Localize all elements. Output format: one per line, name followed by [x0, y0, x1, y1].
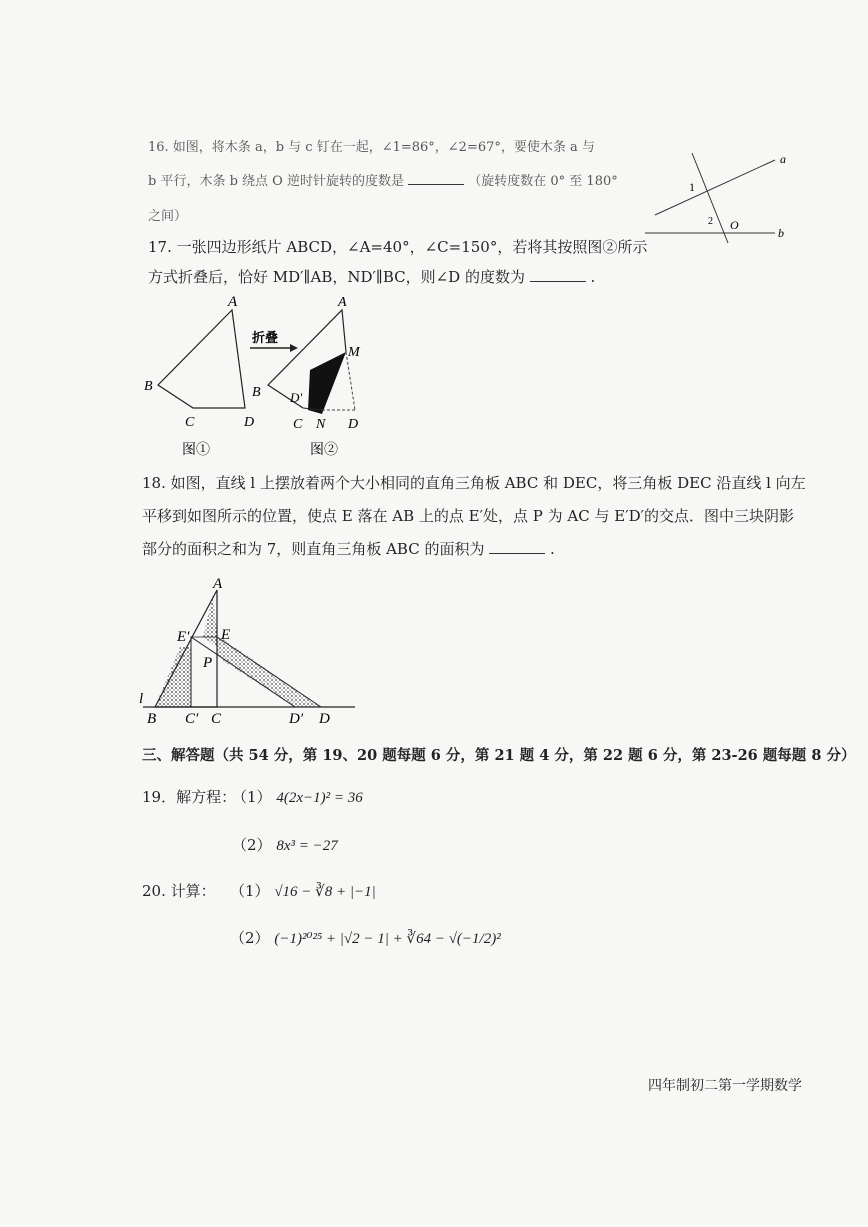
fold-arrowhead	[290, 344, 298, 352]
q17-line1: 17. 一张四边形纸片 ABCD，∠A=40°，∠C=150°，若将其按照图②所示	[148, 238, 648, 256]
q20-part2	[230, 927, 501, 948]
fold-label: 折叠	[252, 330, 279, 345]
fig2-A: A	[338, 295, 347, 310]
label-l: l	[139, 691, 144, 707]
label-O: O	[730, 218, 739, 232]
q20-part1-expression: √16 − ∛8 + |−1|	[274, 884, 376, 900]
fig2-dash-MD	[346, 352, 355, 410]
q19-part1-number: （1）	[232, 788, 272, 806]
label-D: D	[319, 711, 330, 725]
q20-part2-number: （2）	[230, 929, 270, 947]
label-B: B	[147, 711, 157, 725]
section3-heading: 三、解答题（共 54 分，第 19、20 题每题 6 分，第 21 题 4 分，第 22 题 6 分，第 23-26 题每题 8 分）	[142, 747, 856, 764]
fig1-D: D	[244, 415, 255, 430]
label-E: E	[221, 627, 231, 643]
q19-part1-equation: 4(2x−1)² = 36	[276, 790, 363, 806]
label-Cprime: C′	[185, 711, 199, 725]
q17-line2	[148, 266, 595, 287]
q16-figure	[640, 145, 790, 245]
fig2-Dprime: D′	[290, 390, 303, 405]
label-angle1: 1	[689, 180, 695, 194]
q20-part1-number: （1）	[230, 882, 270, 900]
q16-line2-text: b 平行，木条 b 绕点 O 逆时针旋转的度数是	[148, 174, 404, 189]
q18-line3-text: 部分的面积之和为 7，则直角三角板 ABC 的面积为	[142, 540, 485, 558]
footer-text: 四年制初二第一学期数学	[648, 1078, 802, 1094]
line-c	[692, 153, 728, 243]
q16-line3: 之间）	[148, 209, 188, 224]
label-b: b	[778, 226, 784, 240]
label-P: P	[203, 655, 213, 671]
fig2-N: N	[316, 417, 326, 432]
q17-line2-text: 方式折叠后，恰好 MD′∥AB，ND′∥BC，则∠D 的度数为	[148, 268, 525, 286]
fig2-B: B	[252, 385, 261, 400]
fig2-C: C	[293, 417, 303, 432]
q17-answer-blank	[530, 269, 586, 282]
q18-answer-blank	[489, 541, 545, 554]
fig1-quadrilateral	[158, 310, 245, 408]
line-a	[655, 160, 775, 215]
q18-line1: 18. 如图，直线 l 上摆放着两个大小相同的直角三角板 ABC 和 DEC，将三角板 DEC 沿直线 l 向左	[142, 474, 806, 492]
q18-line3	[142, 538, 555, 559]
q16-line1: 16. 如图，将木条 a，b 与 c 钉在一起，∠1=86°，∠2=67°，要使木条 a 与	[148, 140, 595, 155]
label-A: A	[213, 576, 223, 592]
q19-part1	[232, 786, 363, 807]
edge-ED	[217, 637, 321, 707]
fig2-caption: 图②	[310, 443, 338, 458]
fig1-caption: 图①	[182, 443, 210, 458]
q17-figures	[140, 290, 380, 460]
fig2-folded-flap	[308, 352, 346, 414]
q16-line2	[148, 170, 618, 189]
q19-part2-equation: 8x³ = −27	[276, 838, 338, 854]
label-a: a	[780, 152, 786, 166]
q18-figure	[135, 575, 365, 725]
label-Eprime: E′	[177, 629, 190, 645]
q19-part2	[232, 834, 338, 855]
q16-line2-tail: （旋转度数在 0° 至 180°	[468, 174, 618, 189]
q18-line2: 平移到如图所示的位置，使点 E 落在 AB 上的点 E′处，点 P 为 AC 与 E′D′的交点．图中三块阴影	[142, 507, 795, 525]
triangle-DpEpCp	[191, 637, 295, 707]
fig2-D: D	[348, 417, 359, 432]
label-angle2: 2	[708, 216, 713, 227]
fig1-B: B	[144, 379, 153, 394]
fig1-A: A	[228, 294, 238, 310]
q16-answer-blank	[408, 172, 464, 185]
label-Dprime: D′	[289, 711, 304, 725]
q17-line2-tail: .	[590, 268, 596, 286]
fig1-C: C	[185, 415, 195, 430]
q20-part2-expression: (−1)²⁰²⁵ + |√2 − 1| + ∛64 − √(−1/2)²	[274, 931, 501, 947]
q19-part2-number: （2）	[232, 836, 272, 854]
q20-part1	[230, 880, 376, 901]
q18-line3-tail: .	[550, 540, 555, 558]
q20-title: 20. 计算：	[142, 882, 216, 900]
fig2-M: M	[348, 345, 360, 360]
label-C: C	[211, 711, 222, 725]
q19-title: 19．解方程：	[142, 788, 237, 806]
